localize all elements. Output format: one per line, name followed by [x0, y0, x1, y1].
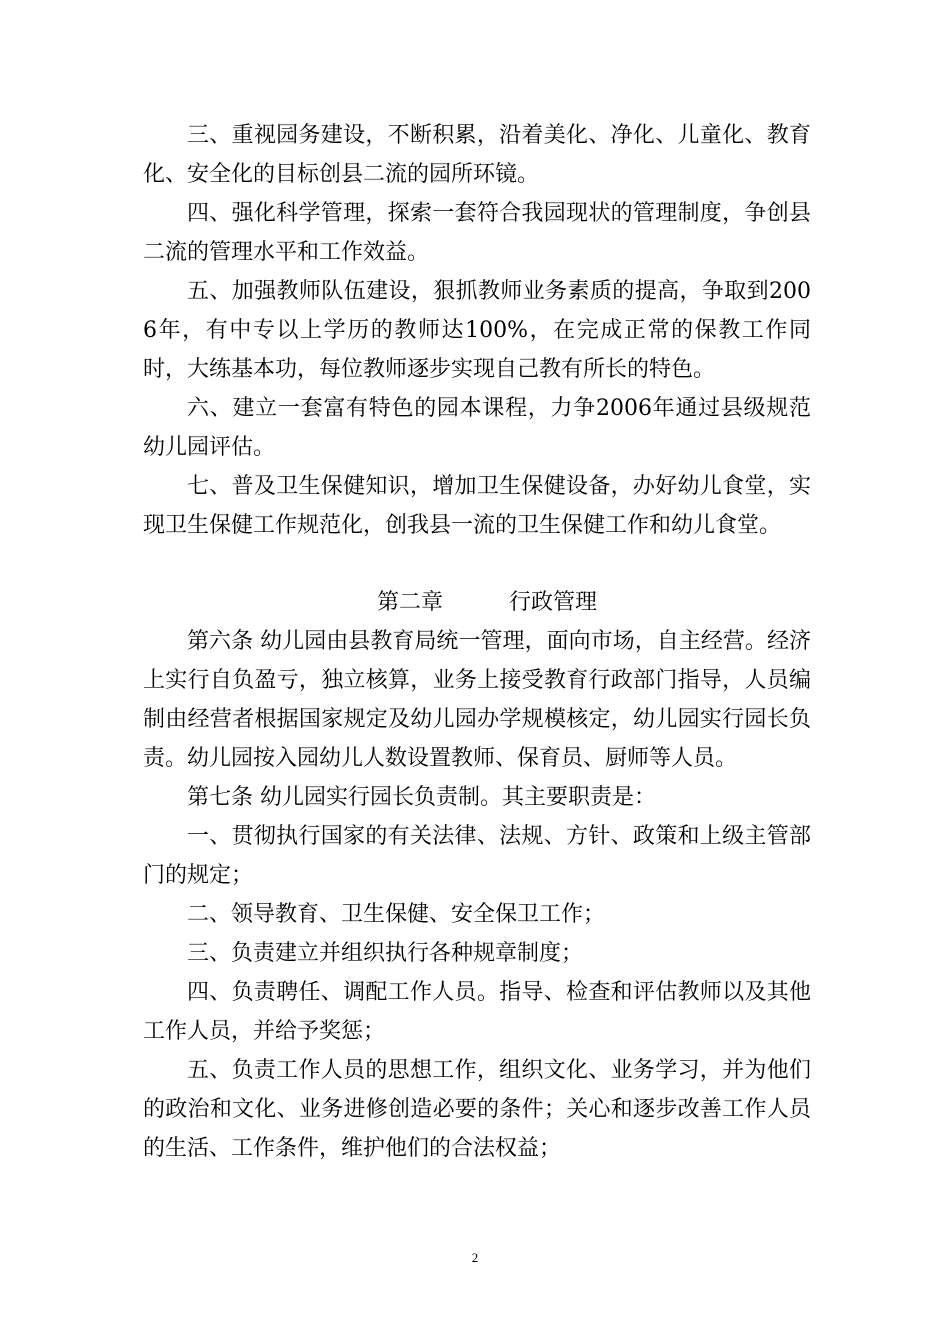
paragraph-goal-4: 四、强化科学管理，探索一套符合我园现状的管理制度，争创县二流的管理水平和工作效益。 [143, 201, 811, 265]
article-7: 第七条 幼儿园实行园长负责制。其主要职责是： [187, 785, 656, 810]
duty-item-3: 三、负责建立并组织执行各种规章制度； [187, 941, 584, 966]
article-6: 第六条 幼儿园由县教育局统一管理，面向市场，自主经营。经济上实行自负盈亏，独立核算，业务上接受教育行政部门指导，人员编制由经营者根据国家规定及幼儿园办学规模核定，幼儿园实行园长负责。幼儿园按入园幼儿人数设置教师、保育员、厨师等人员。 [143, 629, 811, 771]
duty-item-1: 一、贯彻执行国家的有关法律、法规、方针、政策和上级主管部门的规定； [143, 824, 811, 888]
page-number: 2 [471, 1250, 479, 1265]
chapter-number: 第二章 [376, 590, 443, 615]
duty-item-2: 二、领导教育、卫生保健、安全保卫工作； [187, 902, 606, 927]
paragraph-goal-6: 六、建立一套富有特色的园本课程，力争2006年通过县级规范幼儿园评估。 [143, 396, 811, 460]
duty-item-4: 四、负责聘任、调配工作人员。指导、检查和评估教师以及其他工作人员，并给予奖惩； [143, 980, 811, 1044]
duty-item-5: 五、负责工作人员的思想工作，组织文化、业务学习，并为他们的政治和文化、业务进修创造必要的条件；关心和逐步改善工作人员的生活、工作条件，维护他们的合法权益； [143, 1058, 811, 1161]
document-body [143, 116, 811, 1168]
chapter-title: 行政管理 [509, 590, 598, 615]
paragraph-goal-7: 七、普及卫生保健知识，增加卫生保健设备，办好幼儿食堂，实现卫生保健工作规范化，创我县一流的卫生保健工作和幼儿食堂。 [143, 474, 811, 538]
paragraph-goal-3: 三、重视园务建设，不断积累，沿着美化、净化、儿童化、教育化、安全化的目标创县二流的园所环镜。 [143, 123, 811, 187]
paragraph-goal-5: 五、加强教师队伍建设，狠抓教师业务素质的提高，争取到2006年，有中专以上学历的教师达100%，在完成正常的保教工作同时，大练基本功，每位教师逐步实现自己教有所长的特色。 [143, 279, 811, 382]
chapter-heading [143, 583, 811, 622]
section-gap [143, 545, 811, 583]
